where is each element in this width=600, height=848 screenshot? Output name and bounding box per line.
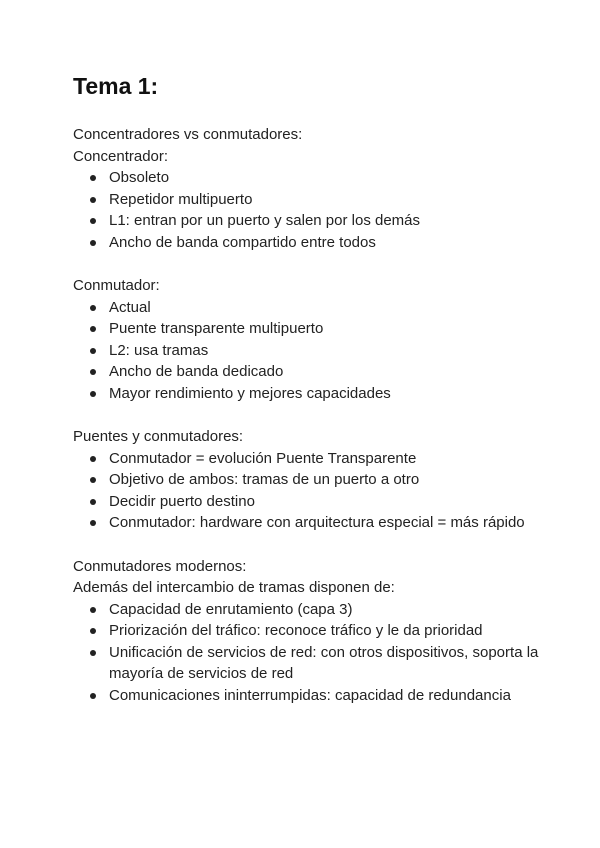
bullet-icon <box>90 520 96 526</box>
list-item: Capacidad de enrutamiento (capa 3) <box>73 599 553 621</box>
section-heading: Puentes y conmutadores: <box>73 428 244 445</box>
bullet-list <box>73 167 553 253</box>
list-item: Objetivo de ambos: tramas de un puerto a otro <box>73 469 553 491</box>
list-item: Actual <box>73 297 553 319</box>
list-item: Conmutador = evolución Puente Transparente <box>73 448 553 470</box>
section-conmutador <box>73 275 553 404</box>
bullet-icon <box>90 693 96 699</box>
list-item: Ancho de banda compartido entre todos <box>73 232 553 254</box>
bullet-list <box>73 297 553 405</box>
bullet-icon <box>90 391 96 397</box>
bullet-icon <box>90 650 96 656</box>
list-item: Obsoleto <box>73 167 553 189</box>
section-subheading: Además del intercambio de tramas disponen de: <box>73 579 395 596</box>
bullet-icon <box>90 175 96 181</box>
list-item: Ancho de banda dedicado <box>73 361 553 383</box>
list-item: Puente transparente multipuerto <box>73 318 553 340</box>
bullet-icon <box>90 499 96 505</box>
section-conmutadores-modernos <box>73 556 553 707</box>
bullet-icon <box>90 240 96 246</box>
page-title: Tema 1: <box>73 73 159 99</box>
list-item: Mayor rendimiento y mejores capacidades <box>73 383 553 405</box>
list-item: Comunicaciones ininterrumpidas: capacidad de redundancia <box>73 685 553 707</box>
section-heading: Conmutador: <box>73 277 160 294</box>
bullet-icon <box>90 305 96 311</box>
bullet-icon <box>90 628 96 634</box>
bullet-icon <box>90 218 96 224</box>
list-item: Unificación de servicios de red: con otros dispositivos, soporta la mayoría de servicios de red <box>73 642 553 685</box>
bullet-icon <box>90 607 96 613</box>
bullet-icon <box>90 369 96 375</box>
bullet-list <box>73 448 553 534</box>
document-page <box>73 70 553 706</box>
section-heading: Conmutadores modernos: <box>73 557 247 575</box>
section-concentradores <box>73 124 553 253</box>
bullet-icon <box>90 197 96 203</box>
list-item: Repetidor multipuerto <box>73 189 553 211</box>
bullet-icon <box>90 456 96 462</box>
bullet-icon <box>90 326 96 332</box>
list-item: Priorización del tráfico: reconoce tráfico y le da prioridad <box>73 620 553 642</box>
bullet-icon <box>90 348 96 354</box>
section-puentes <box>73 426 553 534</box>
section-subheading: Concentrador: <box>73 147 169 165</box>
bullet-list <box>73 599 553 707</box>
list-item: Conmutador: hardware con arquitectura especial = más rápido <box>73 512 553 534</box>
section-heading: Concentradores vs conmutadores: <box>73 126 303 143</box>
list-item: L1: entran por un puerto y salen por los demás <box>73 210 553 232</box>
list-item: Decidir puerto destino <box>73 491 553 513</box>
bullet-icon <box>90 477 96 483</box>
list-item: L2: usa tramas <box>73 340 553 362</box>
